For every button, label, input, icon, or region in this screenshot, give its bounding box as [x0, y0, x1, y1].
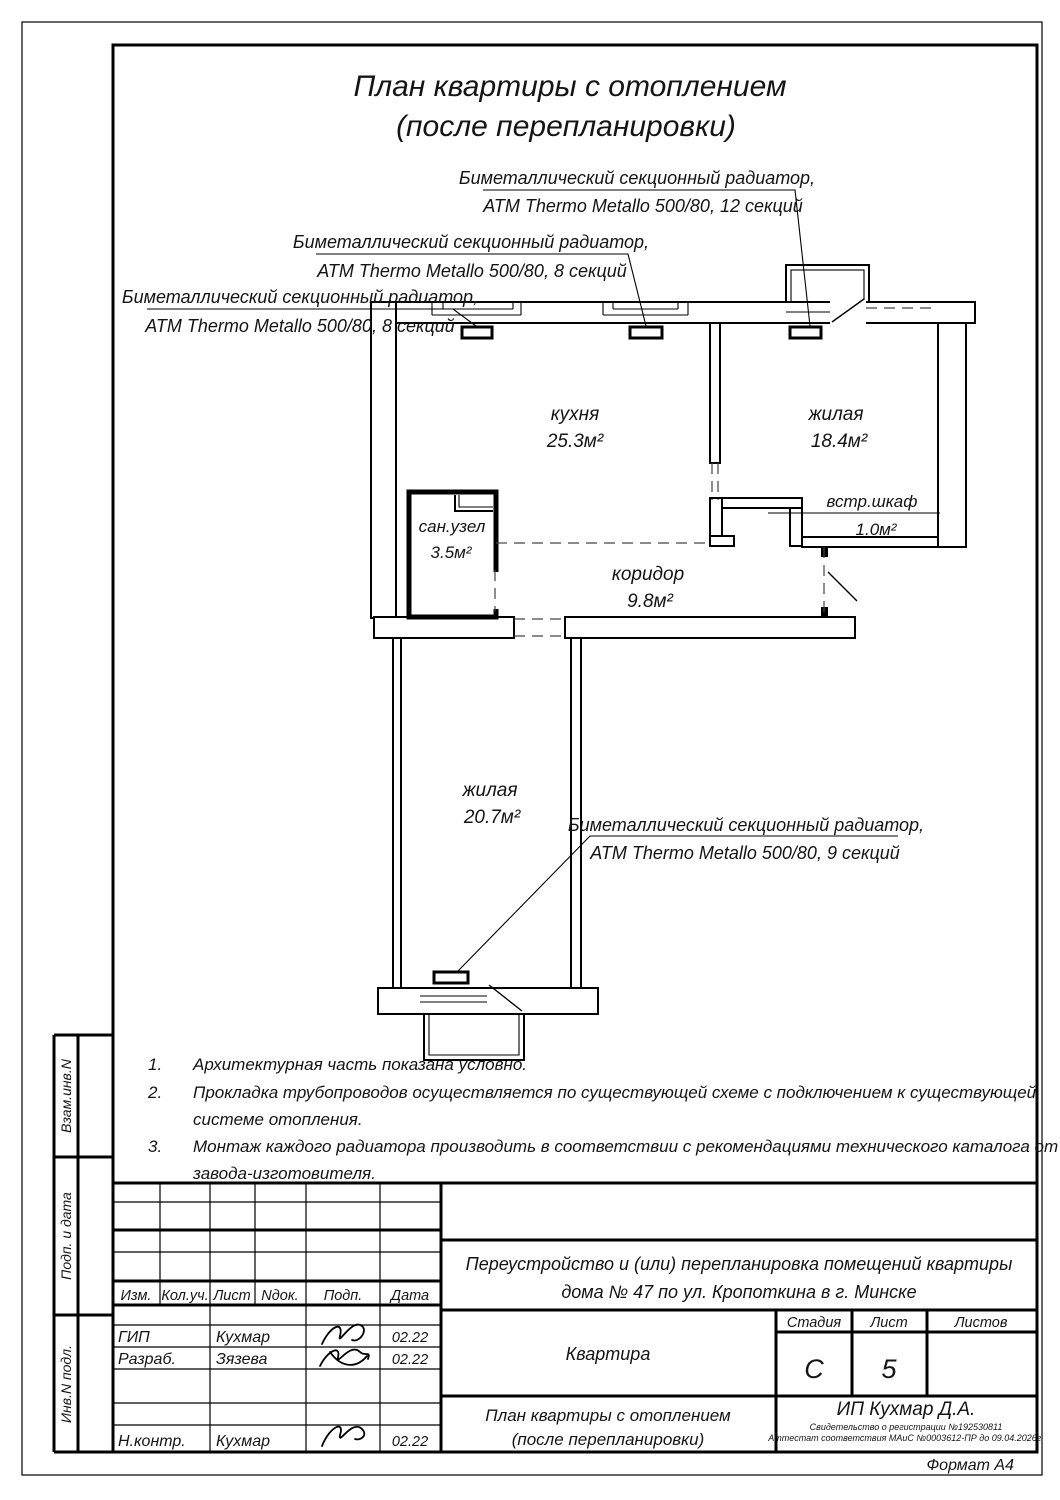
annotation-rad-b-line1: Биметаллический секционный радиатор,	[292, 232, 650, 252]
annotation-rad-c-line2: ATM Thermo Metallo 500/80, 8 секций	[145, 316, 455, 336]
drawing-name-line1: План квартиры с отоплением	[485, 1406, 731, 1425]
company-cert-line1: Свидетельство о регистрации №192530811	[809, 1422, 1003, 1432]
row2-role: Разраб.	[118, 1351, 176, 1368]
revision-header	[121, 1288, 430, 1304]
room-area-living2: 20.7м²	[463, 807, 521, 828]
signature-2	[320, 1350, 369, 1366]
note-3-text-line1: Монтаж каждого радиатора производить в соответствии с рекомендациями технического каталога от	[193, 1137, 1059, 1156]
sheet-title-line2: (после перепланировки)	[396, 110, 736, 143]
object-name: Квартира	[565, 1344, 651, 1364]
drawing-name-line2: (после перепланировки)	[511, 1430, 705, 1449]
floor-plan	[122, 168, 975, 1060]
side-strip	[54, 1035, 113, 1452]
row2-date: 02.22	[391, 1352, 429, 1368]
room-area-closet: 1.0м²	[855, 520, 897, 539]
col-data: Дата	[390, 1288, 430, 1304]
row3-name: Кухмар	[216, 1433, 271, 1450]
radiator-2	[630, 327, 662, 338]
annotation-rad-b-line2: ATM Thermo Metallo 500/80, 8 секций	[317, 261, 627, 281]
room-area-bathroom: 3.5м²	[430, 543, 472, 562]
project-name-line1: Переустройство и (или) перепланировка помещений квартиры	[465, 1254, 1013, 1274]
note-2-text-line1: Прокладка трубопроводов осуществляется по существующей схеме с подключением к существующей	[193, 1083, 1037, 1102]
sheets-label: Листов	[954, 1315, 1008, 1331]
signature-1	[322, 1325, 364, 1344]
note-2-num: 2.	[148, 1083, 163, 1102]
room-area-corridor: 9.8м²	[627, 591, 673, 612]
room-area-kitchen: 25.3м²	[546, 431, 604, 452]
title-block	[113, 1183, 1044, 1452]
stage-label: Стадия	[786, 1315, 842, 1331]
notes-list	[147, 1055, 1058, 1183]
annotation-rad-d-line2: ATM Thermo Metallo 500/80, 9 секций	[590, 843, 900, 863]
row1-role: ГИП	[118, 1329, 150, 1346]
radiator-1	[462, 327, 492, 338]
row2-name: Зязева	[216, 1351, 268, 1368]
note-2-text-line2: системе отопления.	[193, 1110, 363, 1129]
sheet-value: 5	[881, 1354, 897, 1384]
col-izm: Изм.	[120, 1288, 152, 1304]
balcony-outline	[424, 1014, 524, 1060]
annotation-rad-a-line1: Биметаллический секционный радиатор,	[458, 168, 816, 188]
exterior-walls	[371, 302, 975, 1014]
note-1-num: 1.	[148, 1055, 163, 1074]
room-label-living2: жилая	[462, 780, 518, 801]
sheet-title	[353, 70, 786, 143]
room-label-living1: жилая	[808, 404, 864, 425]
room-area-living1: 18.4м²	[810, 431, 868, 452]
row3-date: 02.22	[391, 1434, 429, 1450]
row1-name: Кухмар	[216, 1329, 271, 1346]
side-label-vzam: Взам.инв.N	[58, 1059, 74, 1133]
col-podp: Подп.	[323, 1288, 363, 1304]
side-label-inv: Инв.N подл.	[58, 1345, 74, 1423]
room-label-kitchen: кухня	[550, 404, 600, 425]
room-label-bathroom: сан.узел	[418, 517, 486, 536]
col-koluch: Кол.уч.	[161, 1288, 209, 1304]
annotation-rad-c-line1: Биметаллический секционный радиатор,	[121, 287, 479, 307]
balcony-door-opening	[830, 300, 866, 325]
signature-3	[322, 1427, 364, 1446]
sheet-label: Лист	[870, 1315, 908, 1331]
row3-role: Н.контр.	[118, 1433, 186, 1450]
format-note: Формат А4	[926, 1457, 1014, 1474]
company-name: ИП Кухмар Д.А.	[836, 1399, 976, 1420]
company-cert-line2: Аттестат соответствия МАиС №0003612-ПР до 09.04.2026г.	[768, 1433, 1044, 1443]
note-3-num: 3.	[148, 1137, 163, 1156]
radiator-4	[434, 972, 468, 983]
signature-rows	[118, 1325, 428, 1450]
room-label-corridor: коридор	[611, 564, 685, 585]
stage-value: С	[804, 1354, 824, 1384]
radiator-3	[790, 327, 821, 338]
dashed-openings	[496, 463, 857, 636]
annotation-rad-a-line2: ATM Thermo Metallo 500/80, 12 секций	[483, 196, 803, 216]
col-list: Лист	[213, 1288, 251, 1304]
col-ndok: Nдок.	[261, 1288, 299, 1304]
side-label-podp: Подп. и дата	[58, 1192, 74, 1280]
annotation-rad-d-line1: Биметаллический секционный радиатор,	[567, 815, 925, 835]
room-label-closet: встр.шкаф	[826, 492, 918, 511]
sheet-title-line1: План квартиры с отоплением	[353, 70, 787, 103]
project-name-line2: дома № 47 по ул. Кропоткина в г. Минске	[561, 1282, 917, 1302]
note-1-text: Архитектурная часть показана условно.	[193, 1055, 528, 1074]
note-3-text-line2: завода-изготовителя.	[193, 1164, 376, 1183]
row1-date: 02.22	[391, 1330, 429, 1346]
door-swing	[828, 572, 857, 601]
